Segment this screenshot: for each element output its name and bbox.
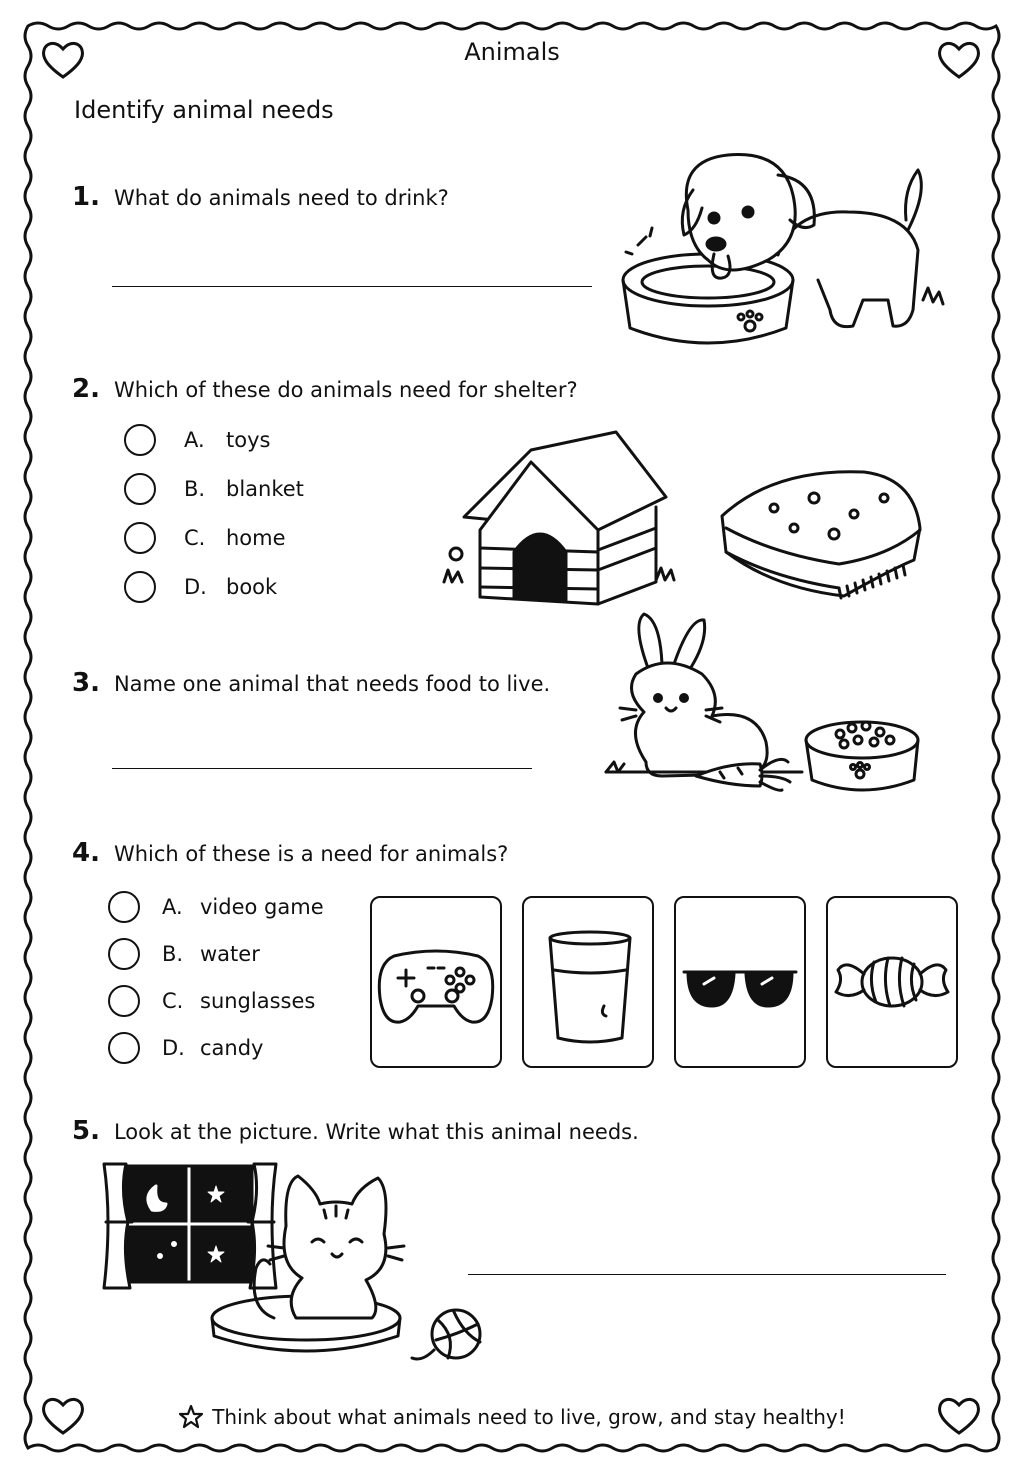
option-radio[interactable] — [108, 1032, 140, 1064]
sunglasses-icon — [676, 898, 804, 1066]
game-controller-icon — [372, 898, 500, 1066]
option-b[interactable]: B. water — [108, 938, 260, 970]
option-d[interactable]: D. book — [124, 571, 277, 603]
question-number: 2. — [72, 374, 100, 404]
question-number: 5. — [72, 1116, 100, 1146]
option-a[interactable]: A. toys — [124, 424, 270, 456]
question-1 — [72, 182, 449, 212]
answer-line-3[interactable] — [112, 768, 532, 769]
option-radio[interactable] — [124, 571, 156, 603]
question-5 — [72, 1116, 639, 1146]
option-c[interactable]: C. home — [124, 522, 286, 554]
option-c[interactable]: C. sunglasses — [108, 985, 315, 1017]
picture-card-candy — [826, 896, 958, 1068]
option-radio[interactable] — [124, 473, 156, 505]
doghouse-icon — [436, 432, 686, 610]
question-text: Look at the picture. Write what this animal needs. — [113, 1120, 639, 1144]
blanket-icon — [714, 468, 928, 604]
carrot-icon — [690, 750, 794, 794]
answer-line-5[interactable] — [468, 1274, 946, 1275]
question-number: 4. — [72, 838, 100, 868]
question-text: Name one animal that needs food to live. — [113, 672, 551, 696]
option-b[interactable]: B. blanket — [124, 473, 304, 505]
option-d[interactable]: D. candy — [108, 1032, 263, 1064]
candy-icon — [828, 898, 956, 1066]
answer-line-1[interactable] — [112, 286, 592, 287]
question-number: 3. — [72, 668, 100, 698]
water-glass-icon — [524, 898, 652, 1066]
footer-text: Think about what animals need to live, grow, and stay healthy! — [212, 1405, 846, 1429]
page-title: Animals — [464, 38, 560, 66]
option-a[interactable]: A. video game — [108, 891, 324, 923]
question-number: 1. — [72, 182, 100, 212]
food-bowl-icon — [800, 714, 930, 796]
option-radio[interactable] — [124, 424, 156, 456]
puppy-drinking-icon — [618, 150, 958, 355]
option-radio[interactable] — [124, 522, 156, 554]
question-text: Which of these do animals need for shelter? — [113, 378, 578, 402]
kitten-bed-icon — [186, 1168, 422, 1364]
star-icon — [178, 1404, 204, 1430]
footer-tip — [0, 1404, 1024, 1430]
question-text: What do animals need to drink? — [113, 186, 449, 210]
option-radio[interactable] — [108, 985, 140, 1017]
picture-card-water-glass — [522, 896, 654, 1068]
picture-card-game-controller — [370, 896, 502, 1068]
option-radio[interactable] — [108, 891, 140, 923]
question-2 — [72, 374, 578, 404]
question-4 — [72, 838, 508, 868]
option-radio[interactable] — [108, 938, 140, 970]
question-text: Which of these is a need for animals? — [113, 842, 509, 866]
question-3 — [72, 668, 550, 698]
yarn-ball-icon — [408, 1306, 486, 1366]
picture-card-sunglasses — [674, 896, 806, 1068]
page-subtitle: Identify animal needs — [74, 96, 334, 124]
